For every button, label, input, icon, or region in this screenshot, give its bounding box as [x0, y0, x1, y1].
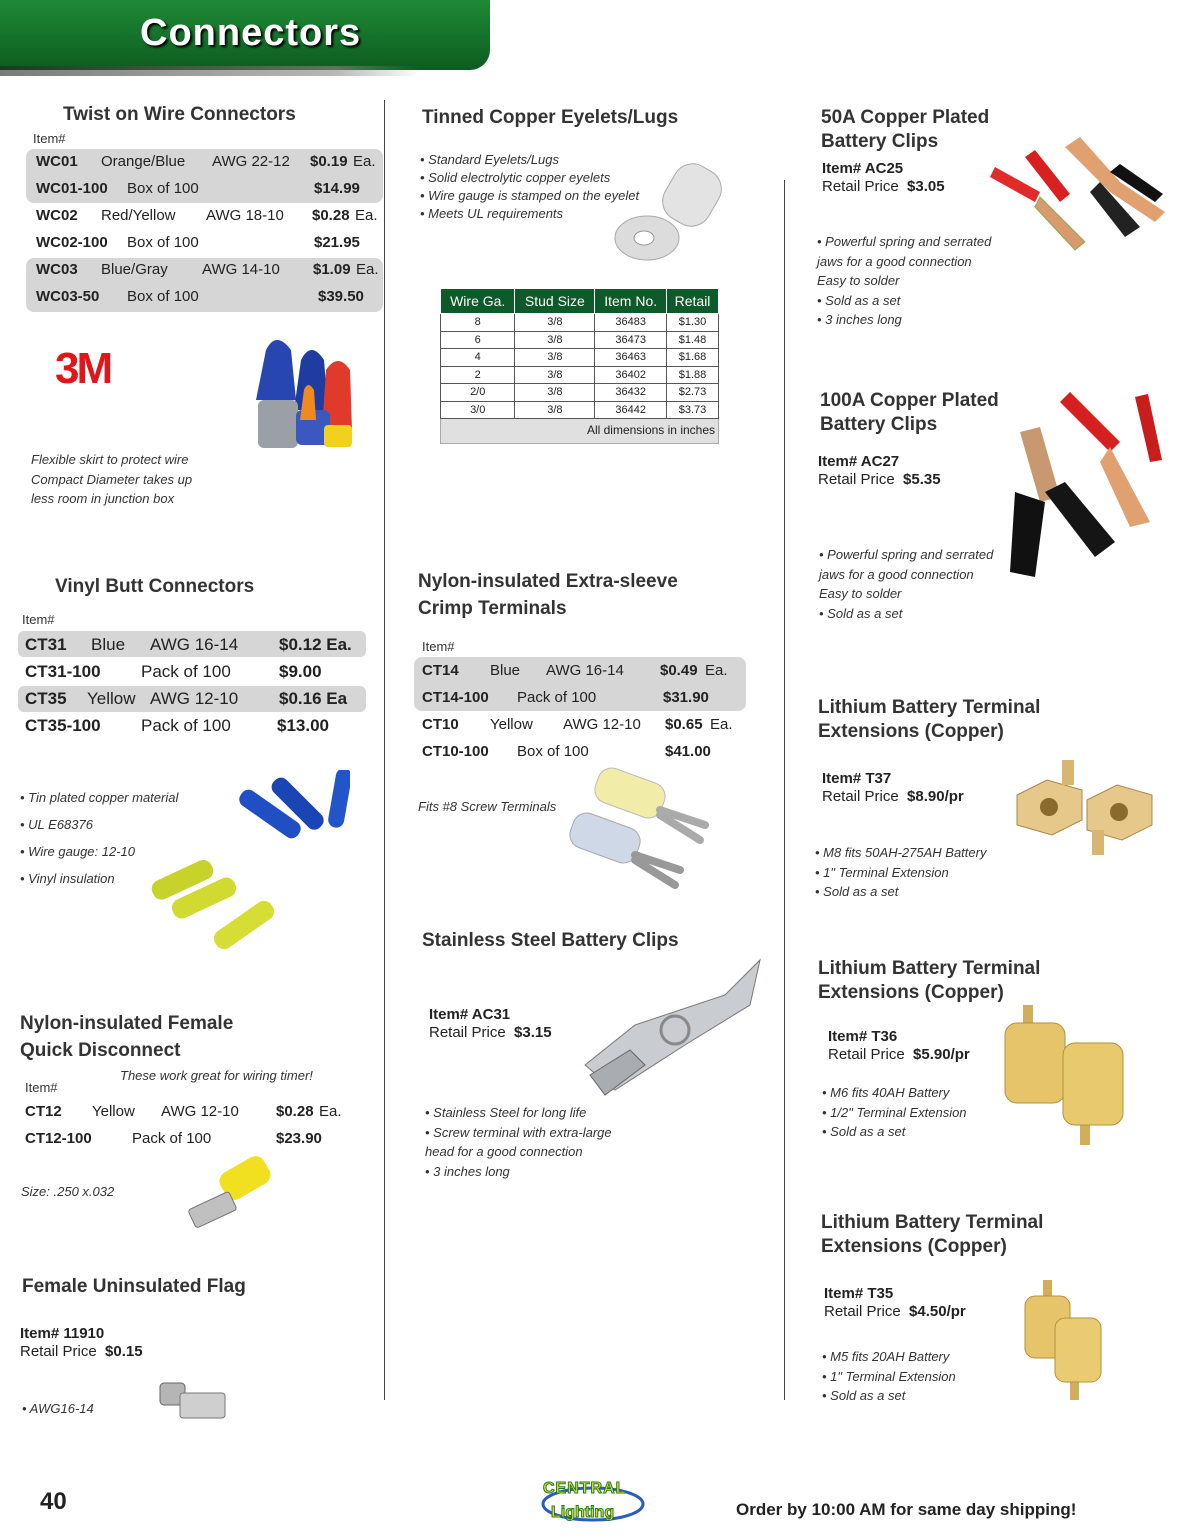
item-price: $31.90	[663, 689, 709, 706]
stainless-price: $3.15	[514, 1024, 552, 1041]
t35-price: $4.50/pr	[909, 1303, 966, 1320]
note-line: • UL E68376	[20, 817, 93, 832]
crimp-item-label: Item#	[422, 639, 455, 654]
twist-item-label: Item#	[33, 131, 66, 146]
item-price: $39.50	[318, 288, 364, 305]
crimp-table	[422, 657, 742, 765]
table-row	[25, 712, 365, 739]
note-line: • M6 fits 40AH Battery	[822, 1085, 950, 1100]
table-row	[36, 256, 381, 283]
clips50-image	[985, 132, 1170, 257]
retail-label: Retail Price	[828, 1046, 905, 1063]
table-cell: 36402	[595, 366, 667, 384]
title-line: Lithium Battery Terminal	[818, 958, 1041, 979]
table-row	[422, 657, 742, 684]
table-row	[25, 658, 365, 685]
note-line: • 3 inches long	[425, 1163, 510, 1179]
table-row	[422, 711, 742, 738]
table-cell: 4	[441, 349, 515, 367]
clips100-item: Item# AC27	[818, 453, 900, 470]
clips50-price: $3.05	[907, 178, 945, 195]
table-cell: 6	[441, 331, 515, 349]
crimp-note: Fits #8 Screw Terminals	[418, 799, 557, 814]
item-price: $1.09	[313, 261, 351, 278]
clips100-image	[1000, 392, 1170, 582]
item-code: CT12-100	[25, 1130, 92, 1147]
eyelet-table-footer: All dimensions in inches	[440, 419, 719, 444]
table-cell: 2/0	[441, 384, 515, 402]
note-line: • Meets UL requirements	[420, 206, 564, 221]
eyelets-notes	[420, 151, 639, 223]
table-row	[36, 175, 381, 202]
item-code: WC02	[36, 207, 78, 224]
flag-price: $0.15	[105, 1343, 143, 1360]
t36-item: Item# T36	[828, 1028, 898, 1045]
table-cell: 36473	[595, 331, 667, 349]
t37-price: $8.90/pr	[907, 788, 964, 805]
table-header-row	[441, 289, 719, 314]
t35-title	[821, 1211, 1043, 1259]
table-cell: 3/8	[515, 384, 595, 402]
title-line: 100A Copper Plated	[820, 390, 999, 411]
clips50-title	[821, 106, 989, 154]
note-line: • Wire gauge: 12-10	[20, 844, 136, 859]
item-price: $41.00	[665, 743, 711, 760]
note-line: Easy to solder	[819, 586, 902, 601]
t36-notes	[822, 1083, 967, 1142]
title-line: 50A Copper Plated	[821, 107, 990, 128]
note-line: • 3 inches long	[817, 312, 902, 327]
retail-label: Retail Price	[822, 178, 899, 195]
banner-shadow	[0, 66, 420, 76]
t36-price: $5.90/pr	[913, 1046, 970, 1063]
central-lighting-logo	[537, 1480, 649, 1526]
table-cell: $2.73	[667, 384, 719, 402]
vinyl-table	[25, 631, 365, 739]
t37-item: Item# T37	[822, 770, 892, 787]
note-line: • 1" Terminal Extension	[815, 864, 949, 880]
vinyl-item-label: Item#	[22, 612, 55, 627]
item-price: $0.16 Ea	[279, 689, 348, 708]
t35-price-block	[824, 1285, 966, 1321]
note-line: • M5 fits 20AH Battery	[822, 1349, 950, 1364]
retail-label: Retail Price	[822, 788, 899, 805]
clips100-title	[820, 389, 999, 437]
item-desc: Pack of 100	[517, 689, 597, 706]
t37-price-block	[822, 770, 964, 806]
note-line: Compact Diameter takes up	[31, 471, 193, 487]
stainless-clip-image	[575, 955, 770, 1100]
table-cell: 2	[441, 366, 515, 384]
item-price: $0.28	[312, 207, 350, 224]
column-header: Retail	[667, 289, 719, 314]
3m-logo: 3M	[55, 344, 111, 393]
t37-title	[818, 696, 1040, 744]
title-line: Extensions (Copper)	[818, 982, 1004, 1003]
item-price: $23.90	[276, 1130, 322, 1147]
item-gauge: AWG 12-10	[563, 716, 641, 733]
item-code: WC03	[36, 261, 78, 278]
table-row	[25, 1098, 365, 1125]
table-cell: 3/0	[441, 401, 515, 419]
eyelets-title: Tinned Copper Eyelets/Lugs	[422, 107, 679, 128]
table-row	[441, 366, 719, 384]
eyelet-image	[612, 160, 732, 265]
note-line: head for a good connection	[425, 1144, 583, 1159]
table-row	[422, 738, 742, 765]
note-line: • Sold as a set	[815, 884, 899, 899]
twist-title: Twist on Wire Connectors	[63, 104, 296, 125]
note-line: jaws for a good connection	[817, 253, 972, 269]
table-row	[36, 148, 381, 175]
item-unit: Ea.	[710, 716, 733, 733]
clips100-price: $5.35	[903, 471, 941, 488]
stainless-notes	[425, 1103, 612, 1181]
female-qd-size: Size: .250 x.032	[21, 1184, 115, 1199]
t36-price-block	[828, 1028, 970, 1064]
title-line: Extensions (Copper)	[818, 721, 1004, 742]
note-line: • Wire gauge is stamped on the eyelet	[420, 188, 640, 203]
note-line: • Tin plated copper material	[20, 790, 179, 805]
t35-item: Item# T35	[824, 1285, 894, 1302]
table-cell: 8	[441, 314, 515, 332]
vinyl-title: Vinyl Butt Connectors	[55, 576, 255, 597]
item-price: $9.00	[279, 662, 322, 681]
item-code: WC03-50	[36, 288, 100, 305]
title-line: Quick Disconnect	[20, 1040, 181, 1061]
twist-table	[36, 148, 381, 310]
item-unit: Ea.	[705, 662, 728, 679]
item-unit: Ea.	[356, 261, 379, 278]
table-cell: 3/8	[515, 314, 595, 332]
note-line: • Vinyl insulation	[20, 871, 115, 886]
item-price: $0.49	[660, 662, 698, 679]
retail-label: Retail Price	[824, 1303, 901, 1320]
item-desc: Blue	[91, 635, 126, 654]
title-line: Battery Clips	[821, 131, 939, 152]
column-header: Wire Ga.	[441, 289, 515, 314]
note-line: • Standard Eyelets/Lugs	[420, 152, 559, 167]
item-code: CT31	[25, 635, 67, 654]
item-desc: Box of 100	[517, 743, 589, 760]
note-line: • Sold as a set	[822, 1388, 906, 1403]
retail-label: Retail Price	[818, 471, 895, 488]
table-row	[36, 229, 381, 256]
table-row	[441, 401, 719, 419]
flag-item: Item# 11910	[20, 1325, 105, 1342]
table-cell: $1.48	[667, 331, 719, 349]
retail-label: Retail Price	[429, 1024, 506, 1041]
item-code: CT14	[422, 662, 459, 679]
table-cell: 36483	[595, 314, 667, 332]
retail-label: Retail Price	[20, 1343, 97, 1360]
item-code: CT10	[422, 716, 459, 733]
stainless-item: Item# AC31	[429, 1006, 511, 1023]
item-code: CT35-100	[25, 716, 101, 735]
table-cell: 36463	[595, 349, 667, 367]
table-cell: 3/8	[515, 366, 595, 384]
item-code: WC01-100	[36, 180, 108, 197]
item-price: $0.19	[310, 153, 348, 170]
title-line: Extensions (Copper)	[821, 1236, 1007, 1257]
item-gauge: AWG 12-10	[150, 689, 239, 708]
item-price: $13.00	[277, 716, 329, 735]
item-gauge: AWG 16-14	[150, 635, 239, 654]
table-cell: $3.73	[667, 401, 719, 419]
butt-connectors-image	[150, 770, 350, 950]
title-line: Lithium Battery Terminal	[818, 697, 1041, 718]
item-unit: Ea.	[319, 1103, 342, 1120]
item-desc: Red/Yellow	[101, 207, 176, 224]
stainless-title: Stainless Steel Battery Clips	[422, 930, 679, 951]
item-code: CT35	[25, 689, 67, 708]
note-line: less room in junction box	[31, 491, 175, 506]
item-desc: Yellow	[490, 716, 533, 733]
note-line: • Sold as a set	[819, 605, 903, 621]
item-price: $21.95	[314, 234, 360, 251]
eyelet-table-wrap	[440, 288, 719, 444]
flag-title: Female Uninsulated Flag	[22, 1276, 246, 1297]
item-desc: Yellow	[87, 689, 136, 708]
note-line: • Sold as a set	[822, 1124, 906, 1139]
table-row	[25, 685, 365, 712]
crimp-title	[418, 568, 678, 622]
table-row	[441, 349, 719, 367]
item-code: CT31-100	[25, 662, 101, 681]
eyelet-table	[440, 288, 719, 419]
female-qd-tip: These work great for wiring timer!	[120, 1068, 313, 1083]
stainless-price-block	[429, 1006, 552, 1042]
item-gauge: AWG 16-14	[546, 662, 624, 679]
table-row	[441, 331, 719, 349]
item-desc: Blue	[490, 662, 521, 679]
note-line: jaws for a good connection	[819, 566, 974, 582]
note-line: • Screw terminal with extra-large	[425, 1124, 612, 1140]
item-desc: Box of 100	[127, 234, 199, 251]
item-desc: Orange/Blue	[101, 153, 186, 170]
logo-text-central: CENTRAL	[543, 1480, 627, 1497]
item-price: $0.28	[276, 1103, 314, 1120]
column-divider-left	[384, 100, 385, 1400]
table-cell: 36432	[595, 384, 667, 402]
title-line: Battery Clips	[820, 414, 938, 435]
item-desc: Box of 100	[127, 180, 199, 197]
table-row	[25, 1125, 365, 1152]
item-desc: Blue/Gray	[101, 261, 168, 278]
item-code: CT12	[25, 1103, 62, 1120]
logo-text-lighting: Lighting	[551, 1504, 615, 1521]
clips100-price-block	[818, 453, 941, 489]
wire-nuts-image	[246, 330, 358, 450]
clips50-item: Item# AC25	[822, 160, 904, 177]
note-line: • Stainless Steel for long life	[425, 1105, 587, 1120]
item-gauge: AWG 22-12	[212, 153, 290, 170]
flag-terminal-image	[155, 1378, 230, 1428]
clips50-price-block	[822, 160, 945, 196]
female-qd-title	[20, 1010, 233, 1064]
item-desc: Pack of 100	[132, 1130, 212, 1147]
table-row	[441, 384, 719, 402]
item-unit: Ea.	[353, 153, 376, 170]
note-line: • Powerful spring and serrated	[817, 234, 992, 249]
title-line: Nylon-insulated Extra-sleeve	[418, 571, 678, 592]
t36-image	[995, 1005, 1145, 1150]
note-line: Flexible skirt to protect wire	[31, 452, 189, 467]
item-code: WC02-100	[36, 234, 108, 251]
table-row	[36, 202, 381, 229]
table-cell: 3/8	[515, 331, 595, 349]
clips50-notes	[817, 232, 991, 330]
title-line: Crimp Terminals	[418, 598, 567, 619]
female-qd-image	[185, 1155, 285, 1235]
column-divider-right	[784, 180, 785, 1400]
t37-image	[1012, 755, 1167, 860]
flag-price-block	[20, 1325, 143, 1361]
twist-notes	[31, 450, 192, 509]
note-line: • M8 fits 50AH-275AH Battery	[815, 845, 987, 860]
clips100-notes	[819, 545, 993, 623]
table-row	[36, 283, 381, 310]
table-cell: $1.88	[667, 366, 719, 384]
item-price: $0.65	[665, 716, 703, 733]
item-unit: Ea.	[355, 207, 378, 224]
title-line: Nylon-insulated Female	[20, 1013, 234, 1034]
table-cell: 3/8	[515, 401, 595, 419]
table-cell: $1.68	[667, 349, 719, 367]
item-code: CT14-100	[422, 689, 489, 706]
female-qd-table	[25, 1098, 365, 1152]
note-line: • Solid electrolytic copper eyelets	[420, 170, 611, 185]
table-row	[25, 631, 365, 658]
t35-image	[1015, 1280, 1125, 1405]
item-desc: Yellow	[92, 1103, 135, 1120]
item-gauge: AWG 14-10	[202, 261, 280, 278]
page-number: 40	[40, 1488, 67, 1515]
item-gauge: AWG 18-10	[206, 207, 284, 224]
table-cell: 3/8	[515, 349, 595, 367]
note-line: Easy to solder	[817, 273, 900, 288]
female-qd-item-label: Item#	[25, 1080, 58, 1095]
table-row	[441, 314, 719, 332]
flag-note: • AWG16-14	[22, 1401, 94, 1416]
column-header: Item No.	[595, 289, 667, 314]
column-header: Stud Size	[515, 289, 595, 314]
page-title: Connectors	[140, 12, 362, 54]
crimp-terminals-image	[565, 765, 725, 900]
t36-title	[818, 957, 1040, 1005]
title-line: Lithium Battery Terminal	[821, 1212, 1044, 1233]
shipping-note: Order by 10:00 AM for same day shipping!	[736, 1500, 1077, 1519]
table-row	[422, 684, 742, 711]
table-cell: $1.30	[667, 314, 719, 332]
item-price: $14.99	[314, 180, 360, 197]
item-desc: Box of 100	[127, 288, 199, 305]
t35-notes	[822, 1347, 956, 1406]
item-desc: Pack of 100	[141, 716, 231, 735]
item-desc: Pack of 100	[141, 662, 231, 681]
item-code: CT10-100	[422, 743, 489, 760]
note-line: • Sold as a set	[817, 292, 901, 308]
item-code: WC01	[36, 153, 78, 170]
t37-notes	[815, 843, 986, 902]
item-gauge: AWG 12-10	[161, 1103, 239, 1120]
table-cell: 36442	[595, 401, 667, 419]
item-price: $0.12 Ea.	[279, 635, 352, 654]
note-line: • Powerful spring and serrated	[819, 547, 994, 562]
note-line: • 1" Terminal Extension	[822, 1368, 956, 1384]
note-line: • 1/2" Terminal Extension	[822, 1104, 967, 1120]
